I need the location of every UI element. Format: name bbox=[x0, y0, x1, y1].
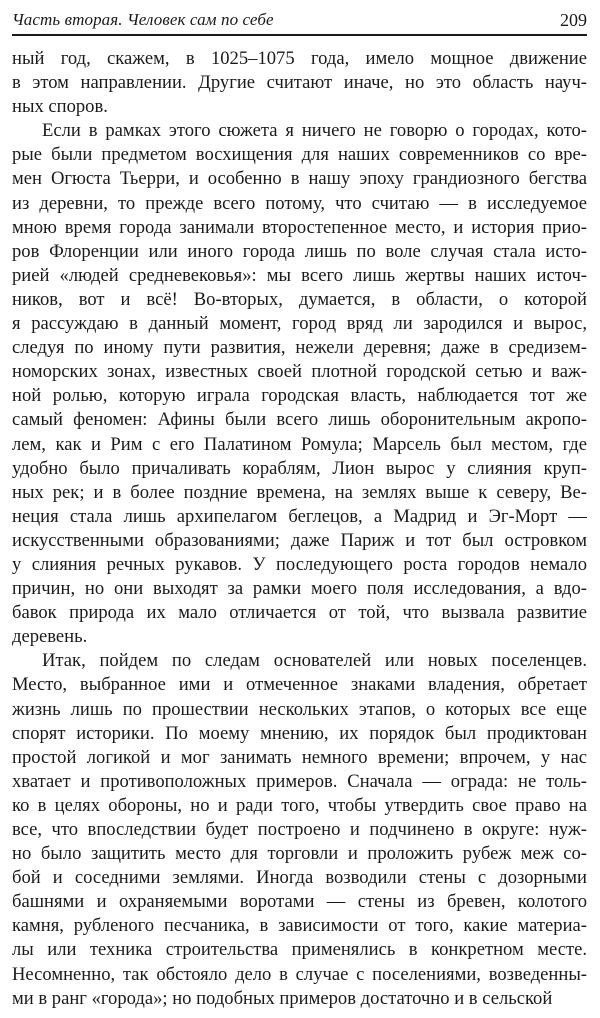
text-line: деревень. bbox=[12, 626, 88, 648]
text-line: удобно было причаливать кораблям, Лион вырос у слияния круп- bbox=[12, 457, 587, 479]
text-line: хватает и противоположных примеров. Сначала — ограда: не толь- bbox=[12, 770, 587, 792]
text-line: Место, выбранное ими и отмеченное знаками владения, обретает bbox=[12, 674, 587, 696]
text-line: номорских зонах, известных своей плотной городской сетью и важ- bbox=[12, 361, 587, 383]
text-line: ный год, скажем, в 1025–1075 года, имело мощное движение bbox=[12, 48, 587, 69]
text-line: мен Огюста Тьерри, и особенно в нашу эпоху грандиозного бегства bbox=[12, 168, 587, 190]
text-line: ных споров. bbox=[12, 96, 108, 118]
paragraph bbox=[12, 649, 587, 1010]
page-body bbox=[12, 47, 587, 1011]
text-line: ных рек; и в более поздние времена, на землях выше к северу, Ве- bbox=[12, 481, 587, 503]
text-line: башнями и охраняемыми воротами — стены из бревен, колотого bbox=[12, 891, 587, 913]
text-line: спорят историки. По моему мнению, их порядок был продиктован bbox=[12, 722, 587, 744]
text-line: причин, но они выходят за рамки моего поля исследования, а вдо- bbox=[12, 578, 587, 600]
text-line: неция стала лишь архипелагом беглецов, а Мадрид и Эг-Морт — bbox=[12, 505, 587, 527]
text-line: рией «людей средневековья»: мы всего лишь жертвы наших источ- bbox=[12, 264, 587, 286]
text-line: лем, как и Рим с его Палатином Ромула; Марсель был местом, где bbox=[12, 433, 587, 455]
text-line: самый феномен: Афины были всего лишь оборонительным акропо- bbox=[12, 409, 587, 431]
chapter-title: Часть вторая. Человек сам по себе bbox=[12, 10, 274, 29]
text-line: я рассуждаю в данный момент, город вряд ли зародился и вырос, bbox=[12, 313, 587, 335]
running-header bbox=[12, 8, 587, 36]
text-line: ров Флоренции или иного города лишь по воле случая стала исто- bbox=[12, 240, 587, 262]
text-line: лы или техника строительства применялись в конкретном месте. bbox=[12, 939, 587, 961]
text-line: камня, рубленого песчаника, в зависимости от того, какие материа- bbox=[12, 915, 587, 937]
paragraph bbox=[12, 47, 587, 119]
text-line: ников, вот и всё! Во-вторых, думается, в области, о которой bbox=[12, 288, 587, 310]
text-line: ко в целях обороны, но и ради того, чтобы утвердить свое право на bbox=[12, 794, 587, 816]
page-number: 209 bbox=[560, 10, 587, 30]
text-line: Итак, пойдем по следам основателей или новых поселенцев. bbox=[42, 650, 587, 672]
text-line: у слияния речных рукавов. У последующего роста городов немало bbox=[12, 553, 587, 575]
text-line: ми в ранг «города»; но подобных примеров достаточно и в сельской bbox=[12, 987, 553, 1009]
text-line: из деревни, то прежде всего потому, что считаю — в исследуемое bbox=[12, 192, 587, 214]
text-line: рые были предметом восхищения для наших современников со вре- bbox=[12, 144, 587, 166]
text-line: бавок природа их мало отличается от той, что вызвала развитие bbox=[12, 602, 587, 624]
text-line: простой логикой и мог занимать немного времени; впрочем, у нас bbox=[12, 746, 587, 768]
text-line: но было защитить место для торговли и проложить рубеж меж со- bbox=[12, 843, 587, 865]
text-line: следуя по иному пути развития, нежели деревня; даже в средизем- bbox=[12, 337, 587, 359]
text-line: в этом направлении. Другие считают иначе, но это область науч- bbox=[12, 72, 587, 94]
text-line: все, что впоследствии будет построено и подчинено в округе: нуж- bbox=[12, 819, 587, 840]
text-line: жизнь лишь по прошествии нескольких этапов, о которых все еще bbox=[12, 698, 587, 720]
text-line: бой и соседними землями. Иногда возводили стены с дозорными bbox=[12, 867, 587, 889]
text-line: Если в рамках этого сюжета я ничего не говорю о городах, кото- bbox=[42, 120, 587, 142]
text-line: ной ролью, которую играла городская власть, наблюдается тот же bbox=[12, 385, 587, 407]
paragraph bbox=[12, 119, 587, 649]
text-line: мною время города занимали второстепенное место, и история прио- bbox=[12, 216, 587, 238]
text-line: искусственными образованиями; даже Париж и тот был островком bbox=[12, 529, 587, 551]
text-line: Несомненно, так обстояло дело в случае с поселениями, возведенны- bbox=[12, 963, 587, 985]
